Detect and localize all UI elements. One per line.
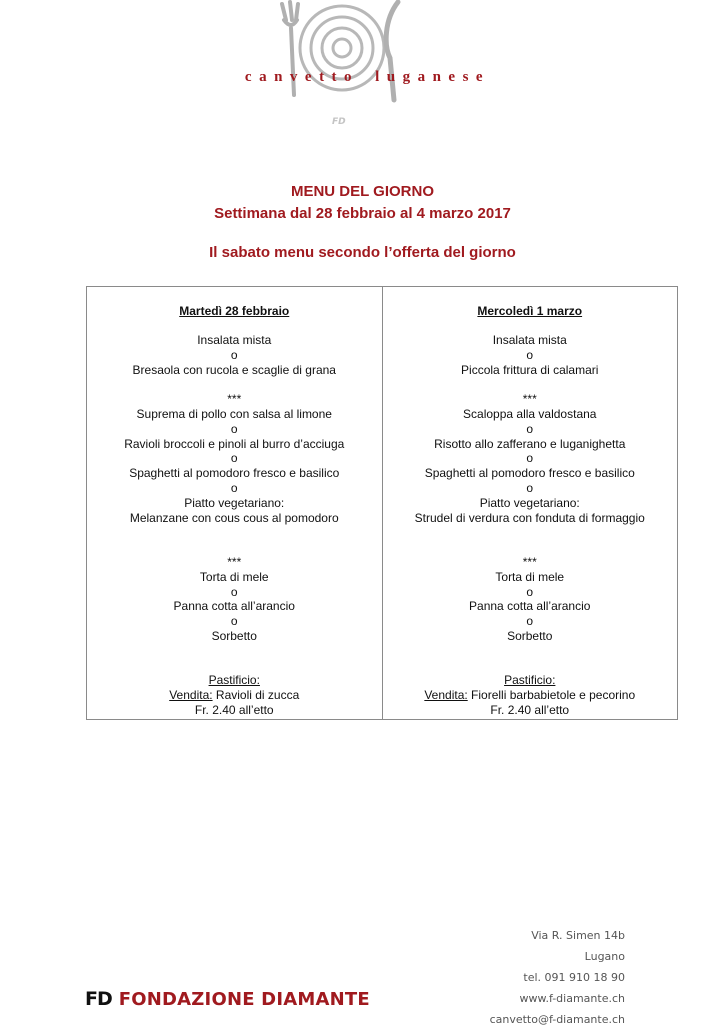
city: Lugano (584, 950, 625, 963)
day-heading: Martedì 28 febbraio (179, 304, 290, 318)
address-block (490, 925, 625, 1030)
menu-line: Strudel di verdura con fonduta di formaggio (414, 510, 645, 525)
brand-name: canvetto luganese (244, 69, 491, 85)
menu-headings (0, 181, 725, 264)
menu-line: Torta di mele (495, 569, 565, 584)
foundation-logo (85, 988, 370, 1010)
price: Fr. 2.40 all’etto (194, 702, 274, 717)
menu-line: o (526, 584, 534, 599)
day-column (87, 287, 382, 719)
menu-line: Spaghetti al pomodoro fresco e basilico (424, 466, 635, 481)
menu-line: Piatto vegetariano: (479, 495, 580, 510)
menu-line: Suprema di pollo con salsa al limone (136, 406, 332, 421)
vendita-line (383, 688, 678, 703)
vendita-item: Ravioli di zucca (212, 688, 300, 703)
menu-line: Spaghetti al pomodoro fresco e basilico (129, 466, 340, 481)
svg-text:FD: FD (332, 117, 346, 127)
course-separator: *** (522, 392, 537, 407)
menu-line: Sorbetto (507, 628, 553, 643)
phone: tel. 091 910 18 90 (523, 971, 625, 984)
menu-line: Melanzane con cous cous al pomodoro (129, 510, 339, 525)
menu-line: Piccola frittura di calamari (461, 362, 599, 377)
foundation-name: FONDAZIONE DIAMANTE (118, 988, 370, 1010)
menu-line: o (526, 451, 534, 466)
day-heading: Mercoledì 1 marzo (477, 304, 583, 318)
vendita-line (87, 688, 382, 703)
menu-line: Scaloppa alla valdostana (463, 406, 597, 421)
menu-line: Ravioli broccoli e pinoli al burro d’acciuga (124, 436, 345, 451)
menu-line: Panna cotta all’arancio (173, 599, 295, 614)
menu-line: Risotto allo zafferano e luganighetta (434, 436, 626, 451)
menu-line: o (526, 421, 534, 436)
menu-line: o (230, 451, 238, 466)
street: Via R. Simen 14b (531, 929, 625, 942)
menu-line: o (526, 480, 534, 495)
menu-line: Insalata mista (197, 333, 272, 347)
menu-title: MENU DEL GIORNO (290, 183, 435, 200)
vendita-label: Vendita: (424, 688, 468, 703)
menu-line: o (230, 347, 238, 362)
week-range: Settimana dal 28 febbraio al 4 marzo 2017 (214, 205, 511, 222)
pastificio-label: Pastificio: (208, 673, 260, 688)
vendita-item: Fiorelli barbabietole e pecorino (467, 688, 636, 703)
menu-line: o (526, 347, 534, 362)
menu-line: Panna cotta all’arancio (469, 599, 591, 614)
course-separator: *** (227, 392, 242, 407)
fd-mark: FD (85, 988, 112, 1010)
menu-line: Piatto vegetariano: (184, 495, 285, 510)
course-separator: *** (522, 554, 537, 569)
menu-line: o (230, 584, 238, 599)
email-link[interactable]: canvetto@f-diamante.ch (489, 1013, 625, 1026)
menu-line: Insalata mista (492, 333, 567, 347)
menu-line: o (230, 614, 238, 629)
menu-line: Torta di mele (199, 569, 269, 584)
menu-line: o (526, 614, 534, 629)
menu-table (86, 286, 678, 720)
menu-line: Bresaola con rucola e scaglie di grana (132, 362, 336, 377)
pastificio-label: Pastificio: (504, 673, 556, 688)
vendita-label: Vendita: (169, 688, 213, 703)
menu-line: o (230, 421, 238, 436)
course-separator: *** (227, 554, 242, 569)
menu-line: o (230, 480, 238, 495)
saturday-note: Il sabato menu secondo l’offerta del giorno (209, 244, 516, 261)
day-column (382, 287, 678, 719)
website-link[interactable]: www.f-diamante.ch (519, 992, 625, 1005)
menu-line: Sorbetto (211, 628, 257, 643)
price: Fr. 2.40 all’etto (490, 702, 570, 717)
fork-plate-knife-logo-icon (272, 0, 412, 130)
